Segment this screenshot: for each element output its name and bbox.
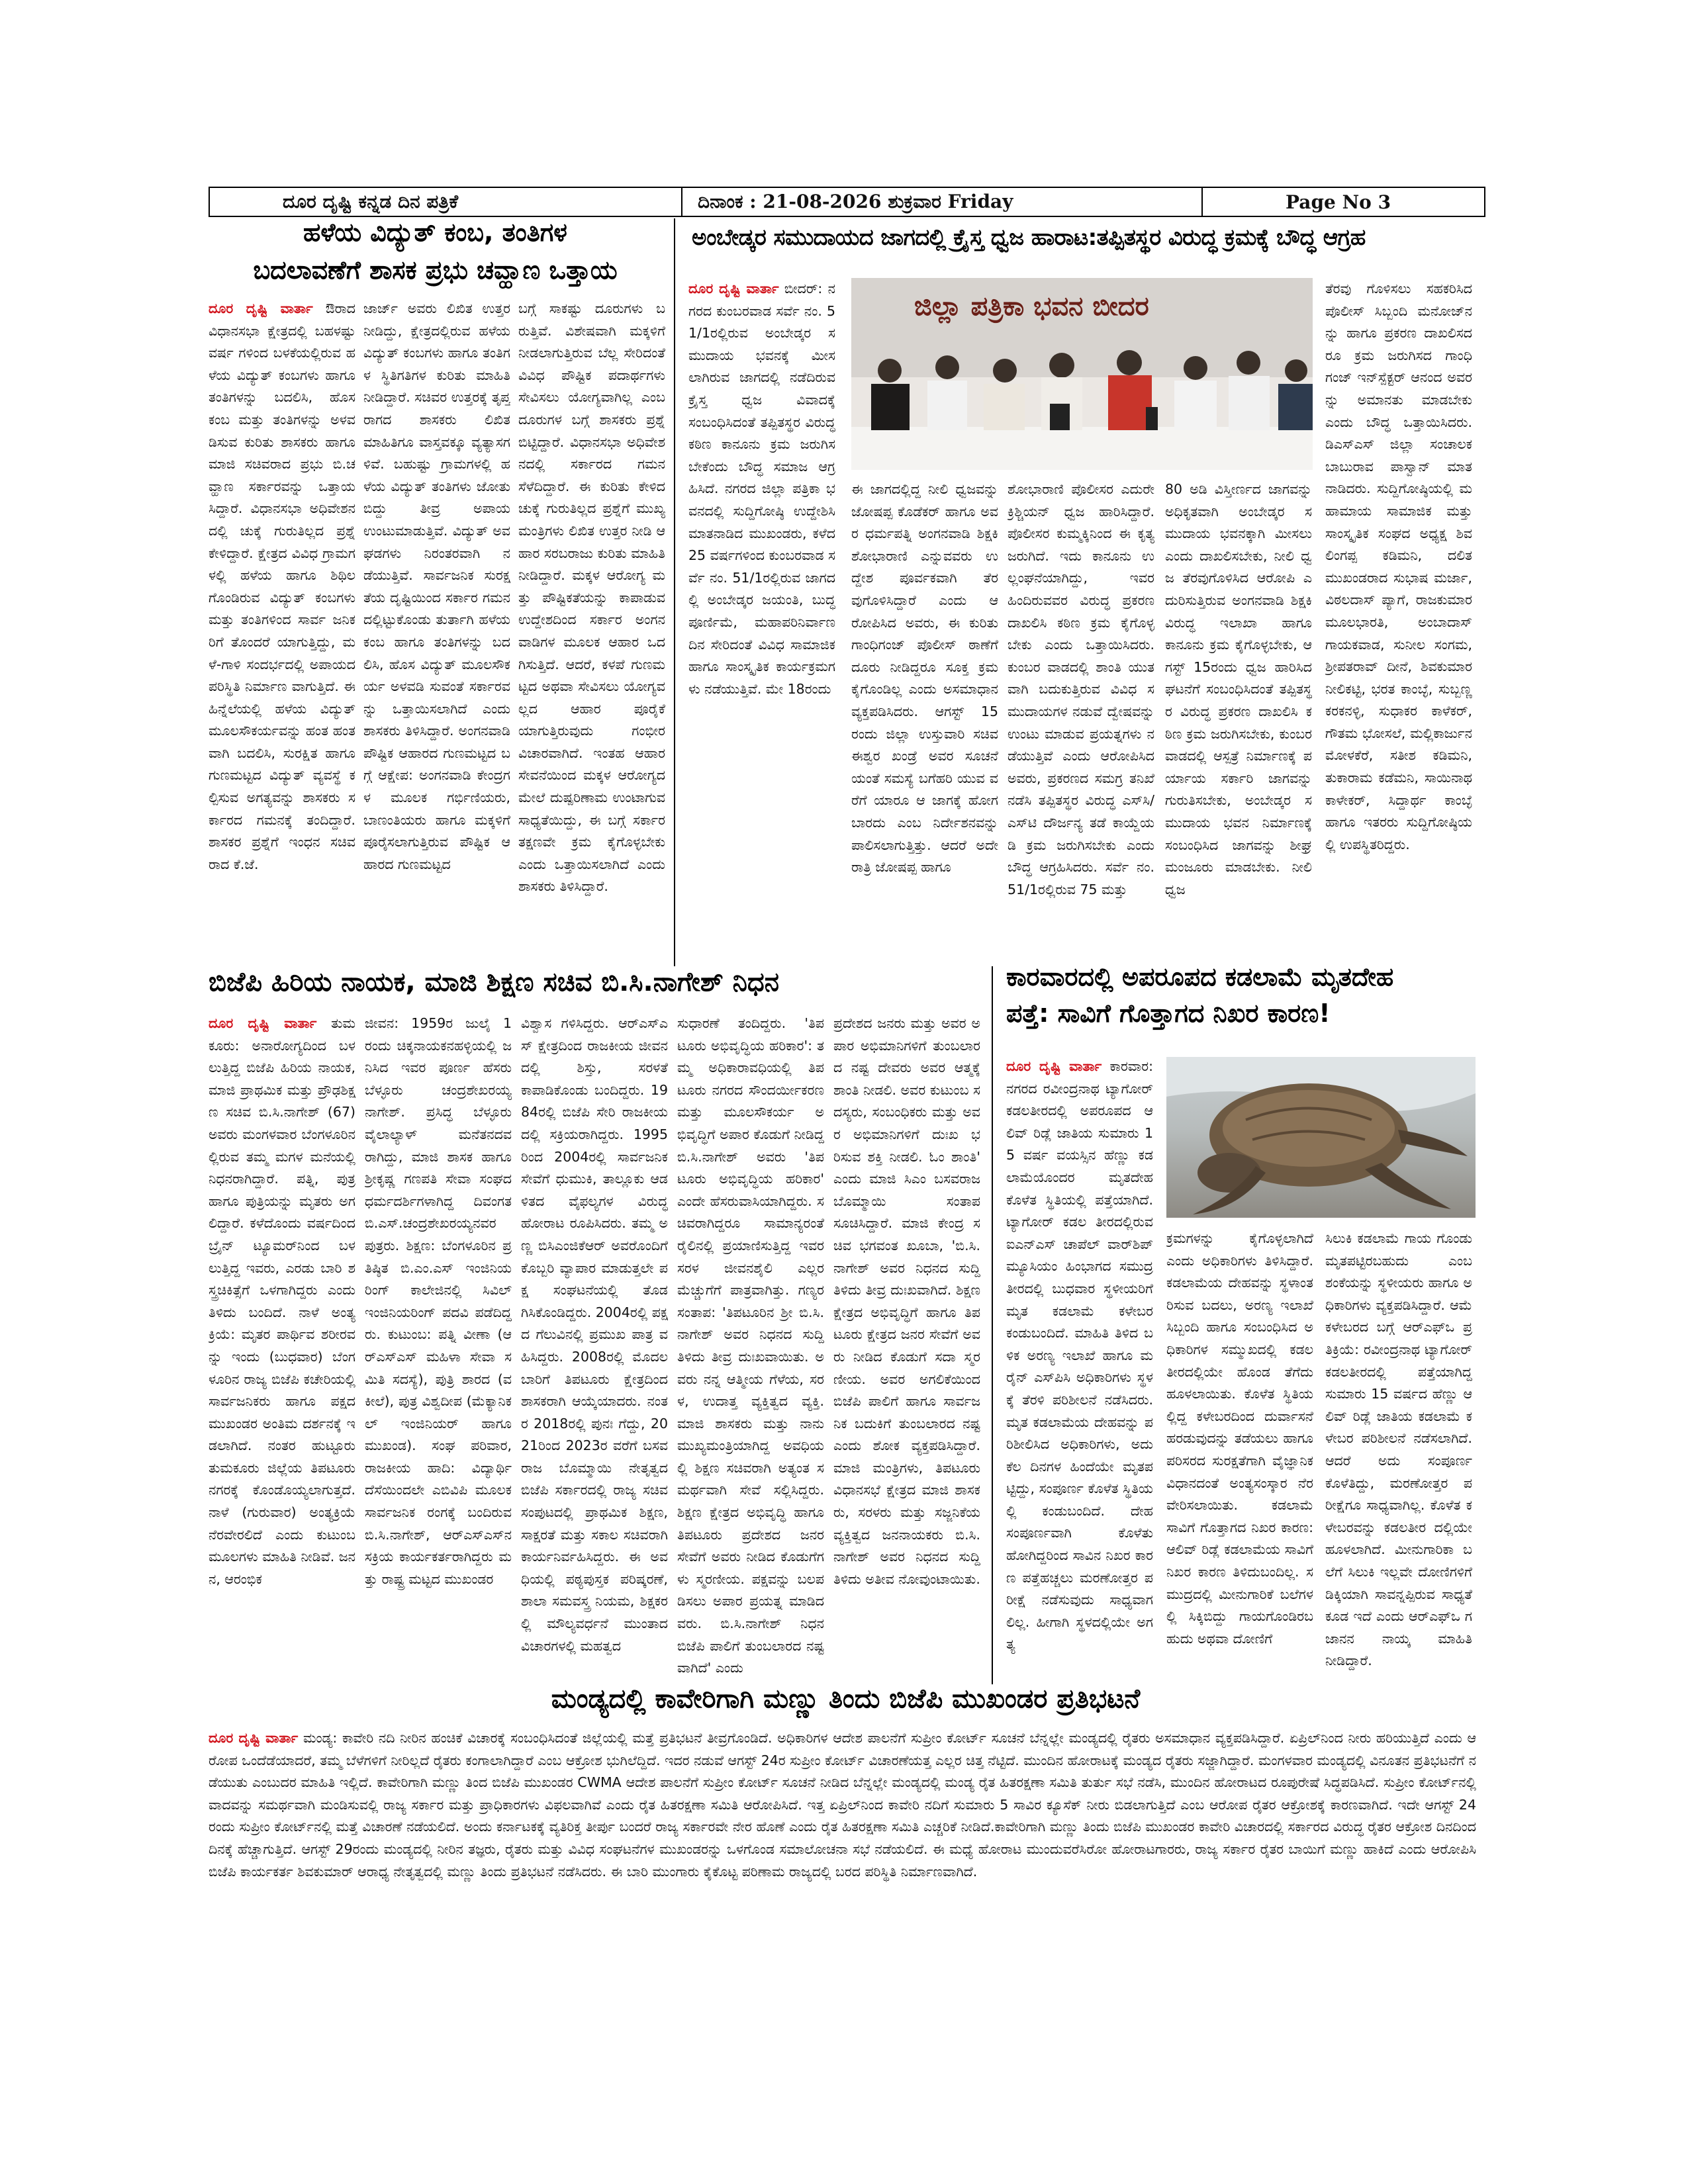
column-rule <box>992 966 993 1684</box>
article3-text: ಪ್ರದೇಶದ ಜನರು ಮತ್ತು ಅವರ ಅಪಾರ ಅಭಿಮಾನಿಗಳಿಗೆ ತುಂಬಲಾರದ ನಷ್ಟ ದೇವರು ಅವರ ಆತ್ಮಕ್ಕೆ ಶಾಂತಿ ನೀಡಲಿ. ಅವರ ಕುಟುಂಬ ಸದಸ್ಯರು, ಸಂಬಂಧಿಕರು ಮತ್ತು ಅವರ ಅಭಿಮಾನಿಗಳಿಗೆ ದುಃಖ ಭರಿಸುವ ಶಕ್ತಿ ನೀಡಲಿ. ಓಂ ಶಾಂತಿ' ಎಂದು ಮಾಜಿ ಸಿಎಂ ಬಸವರಾಜ ಬೊಮ್ಮಾಯಿ ಸಂತಾಪ ಸೂಚಿಸಿದ್ದಾರೆ. ಮಾಜಿ ಕೇಂದ್ರ ಸಚಿವ ಭಗವಂತ ಖೂಬಾ, 'ಬಿ.ಸಿ.ನಾಗೇಶ್ ಅವರ ನಿಧನದ ಸುದ್ದಿ ತಿಳಿದು ತೀವ್ರ ದುಃಖವಾಗಿದೆ. ಶಿಕ್ಷಣ ಕ್ಷೇತ್ರದ ಅಭಿವೃದ್ಧಿಗೆ ಹಾಗೂ ತಿಪಟೂರು ಕ್ಷೇತ್ರದ ಜನರ ಸೇವೆಗೆ ಅವರು ನೀಡಿದ ಕೊಡುಗೆ ಸದಾ ಸ್ಮರಣೀಯ. ಅವರ ಅಗಲಿಕೆಯಿಂದ ಬಿಜೆಪಿ ಪಾಲಿಗೆ ಹಾಗೂ ಸಾರ್ವಜನಿಕ ಬದುಕಿಗೆ ತುಂಬಲಾರದ ನಷ್ಟ ಎಂದು ಶೋಕ ವ್ಯಕ್ತಪಡಿಸಿದ್ದಾರೆ. ಮಾಜಿ ಮಂತ್ರಿಗಳು, ತಿಪಟೂರು ವಿಧಾನಸಭೆ ಕ್ಷೇತ್ರದ ಮಾಜಿ ಶಾಸಕರು, ಸರಳರು ಮತ್ತು ಸಜ್ಜನಿಕೆಯ ವ್ಯಕ್ತಿತ್ವದ ಜನನಾಯಕರು ಬಿ.ಸಿ.ನಾಗೇಶ್ ಅವರ ನಿಧನದ ಸುದ್ದಿ ತಿಳಿದು ಅತೀವ ನೋವುಂಟಾಯಿತು. <box>833 1015 980 1587</box>
press-hall-banner: ಜಿಲ್ಲಾ ಪತ್ರಿಕಾ ಭವನ ಬೀದರ <box>914 291 1149 322</box>
article2-column-5 <box>1325 278 1472 963</box>
article3-column-5 <box>833 1013 980 1681</box>
article3-text: ಜೀವನ: 1959ರ ಜುಲೈ 1ರಂದು ಚಿಕ್ಕನಾಯಕನಹಳ್ಳಿಯಲ್ಲಿ ಜನಿಸಿದ ಇವರ ಪೂರ್ಣ ಹೆಸರು ಬೆಳ್ಳೂರು ಚಂದ್ರಶೇಖರಯ್ಯ ನಾಗೇಶ್. ಪ್ರಸಿದ್ಧ ಬೆಳ್ಳೂರು ವೈಲಾಲ್ಯಾಳ್ ಮನೆತನದವರಾಗಿದ್ದು, ಮಾಜಿ ಶಾಸಕ ಹಾಗೂ ಶ್ರೀಕೃಷ್ಣ ಗಣಪತಿ ಸೇವಾ ಸಂಘದ ಧರ್ಮದರ್ಶಿಗಳಾಗಿದ್ದ ದಿವಂಗತ ಬಿ.ಎಸ್.ಚಂದ್ರಶೇಖರಯ್ಯನವರ ಪುತ್ರರು. ಶಿಕ್ಷಣ: ಬೆಂಗಳೂರಿನ ಪ್ರತಿಷ್ಠಿತ ಬಿ.ಎಂ.ಎಸ್ ಇಂಜಿನಿಯರಿಂಗ್ ಕಾಲೇಜಿನಲ್ಲಿ ಸಿವಿಲ್ ಇಂಜಿನಿಯರಿಂಗ್ ಪದವಿ ಪಡೆದಿದ್ದರು. ಕುಟುಂಬ: ಪತ್ನಿ ವೀಣಾ (ಆರ್‌ಎಸ್‌ಎಸ್ ಮಹಿಳಾ ಸೇವಾ ಸಮಿತಿ ಸದಸ್ಯೆ), ಪುತ್ರಿ ಶಾರದ (ವಕೀಲೆ), ಪುತ್ರ ವಿಶ್ವದೀಪ (ಮೆಕ್ಯಾನಿಕಲ್ ಇಂಜಿನಿಯರ್ ಹಾಗೂ ಮುಖಂಡ). ಸಂಘ ಪರಿವಾರ, ರಾಜಕೀಯ ಹಾದಿ: ವಿದ್ಯಾರ್ಥಿ ದೆಸೆಯಿಂದಲೇ ಎಬಿವಿಪಿ ಮೂಲಕ ಸಾರ್ವಜನಿಕ ರಂಗಕ್ಕೆ ಬಂದಿರುವ ಬಿ.ಸಿ.ನಾಗೇಶ್, ಆರ್‌ಎಸ್‌ಎಸ್‌ನ ಸಕ್ರಿಯ ಕಾರ್ಯಕರ್ತರಾಗಿದ್ದರು ಮತ್ತು ರಾಷ್ಟ್ರ ಮಟ್ಟದ ಮುಖಂಡರ <box>365 1015 512 1587</box>
article3-text: ಸುಧಾರಣೆ ತಂದಿದ್ದರು. 'ತಿಪಟೂರು ಅಭಿವೃದ್ಧಿಯ ಹರಿಕಾರ': ತಮ್ಮ ಅಧಿಕಾರಾವಧಿಯಲ್ಲಿ ತಿಪಟೂರು ನಗರದ ಸೌಂದರ್ಯೀಕರಣ ಮತ್ತು ಮೂಲಸೌಕರ್ಯ ಅಭಿವೃದ್ಧಿಗೆ ಅಪಾರ ಕೊಡುಗೆ ನೀಡಿದ್ದ ಬಿ.ಸಿ.ನಾಗೇಶ್ ಅವರು 'ತಿಪಟೂರು ಅಭಿವೃದ್ಧಿಯ ಹರಿಕಾರ' ಎಂದೇ ಹೆಸರುವಾಸಿಯಾಗಿದ್ದರು. ಸಚಿವರಾಗಿದ್ದರೂ ಸಾಮಾನ್ಯರಂತೆ ರೈಲಿನಲ್ಲಿ ಪ್ರಯಾಣಿಸುತ್ತಿದ್ದ ಇವರ ಸರಳ ಜೀವನಶೈಲಿ ಎಲ್ಲರ ಮೆಚ್ಚುಗೆಗೆ ಪಾತ್ರವಾಗಿತ್ತು. ಗಣ್ಯರ ಸಂತಾಪ: 'ತಿಪಟೂರಿನ ಶ್ರೀ ಬಿ.ಸಿ.ನಾಗೇಶ್ ಅವರ ನಿಧನದ ಸುದ್ದಿ ತಿಳಿದು ತೀವ್ರ ದುಃಖವಾಯಿತು. ಅವರು ನನ್ನ ಆತ್ಮೀಯ ಗೆಳೆಯ, ಸರಳ, ಉದಾತ್ತ ವ್ಯಕ್ತಿತ್ವದ ವ್ಯಕ್ತಿ. ಮಾಜಿ ಶಾಸಕರು ಮತ್ತು ನಾನು ಮುಖ್ಯಮಂತ್ರಿಯಾಗಿದ್ದ ಅವಧಿಯಲ್ಲಿ ಶಿಕ್ಷಣ ಸಚಿವರಾಗಿ ಅತ್ಯಂತ ಸಮರ್ಥವಾಗಿ ಸೇವೆ ಸಲ್ಲಿಸಿದ್ದರು. ಶಿಕ್ಷಣ ಕ್ಷೇತ್ರದ ಅಭಿವೃದ್ಧಿ ಹಾಗೂ ತಿಪಟೂರು ಪ್ರದೇಶದ ಜನರ ಸೇವೆಗೆ ಅವರು ನೀಡಿದ ಕೊಡುಗೆಗಳು ಸ್ಮರಣೀಯ. ಪಕ್ಷವನ್ನು ಬಲಪಡಿಸಲು ಅಪಾರ ಪ್ರಯತ್ನ ಮಾಡಿದವರು. ಬಿ.ಸಿ.ನಾಗೇಶ್ ನಿಧನ ಬಿಜೆಪಿ ಪಾಲಿಗೆ ತುಂಬಲಾರದ ನಷ್ಟವಾಗಿದೆ' ಎಂದು <box>677 1015 824 1676</box>
masthead-divider <box>681 188 682 216</box>
article1-text: ಜಾರ್ಜ್ ಅವರು ಲಿಖಿತ ಉತ್ತರ ನೀಡಿದ್ದು, ಕ್ಷೇತ್ರದಲ್ಲಿರುವ ಹಳೆಯ ವಿದ್ಯುತ್ ಕಂಬಗಳು ಹಾಗೂ ತಂತಿಗಳ ಸ್ಥಿತಿಗತಿಗಳ ಕುರಿತು ಮಾಹಿತಿ ನೀಡಿದ್ದಾರೆ. ಸಚಿವರ ಉತ್ತರಕ್ಕೆ ತೃಪ್ತರಾಗದ ಶಾಸಕರು ಲಿಖಿತ ಮಾಹಿತಿಗೂ ವಾಸ್ತವಕ್ಕೂ ವ್ಯತ್ಯಾಸಗಳಿವೆ. ಬಹುಷ್ಟು ಗ್ರಾಮಗಳಲ್ಲಿ ಹಳೆಯ ವಿದ್ಯುತ್ ತಂತಿಗಳು ಜೋತು ಬಿದ್ದು ತೀವ್ರ ಅಪಾಯ ಉಂಟುಮಾಡುತ್ತಿವೆ. ವಿದ್ಯುತ್ ಅವಘಡಗಳು ನಿರಂತರವಾಗಿ ನಡೆಯುತ್ತಿವೆ. ಸಾರ್ವಜನಿಕ ಸುರಕ್ಷತೆಯ ದೃಷ್ಟಿಯಿಂದ ಸರ್ಕಾರ ಗಮನದಲ್ಲಿಟ್ಟುಕೊಂಡು ತುರ್ತಾಗಿ ಹಳೆಯ ಕಂಬ ಹಾಗೂ ತಂತಿಗಳನ್ನು ಬದಲಿಸಿ, ಹೊಸ ವಿದ್ಯುತ್ ಮೂಲಸೌಕರ್ಯ ಅಳವಡಿ ಸುವಂತೆ ಸರ್ಕಾರವನ್ನು ಒತ್ತಾಯಿಸಲಾಗಿದೆ ಎಂದು ಶಾಸಕರು ತಿಳಿಸಿದ್ದಾರೆ. ಅಂಗನವಾಡಿ ಪೌಷ್ಟಿಕ ಆಹಾರದ ಗುಣಮಟ್ಟದ ಬಗ್ಗೆ ಆಕ್ಷೇಪ: ಅಂಗನವಾಡಿ ಕೇಂದ್ರಗಳ ಮೂಲಕ ಗರ್ಭಿಣಿಯರು, ಬಾಣಂತಿಯರು ಹಾಗೂ ಮಕ್ಕಳಿಗೆ ಪೂರೈಸಲಾಗುತ್ತಿರುವ ಪೌಷ್ಟಿಕ ಆಹಾರದ ಗುಣಮಟ್ಟದ <box>363 300 510 872</box>
byline: ದೂರ ದೃಷ್ಟಿ ವಾರ್ತಾ <box>688 281 779 296</box>
article3-headline: ಬಿಜೆಪಿ ಹಿರಿಯ ನಾಯಕ, ಮಾಜಿ ಶಿಕ್ಷಣ ಸಚಿವ ಬಿ.ಸಿ.ನಾಗೇಶ್ ನಿಧನ <box>209 967 779 997</box>
paper-name: ದೂರ ದೃಷ್ಟಿ ಕನ್ನಡ ದಿನ ಪತ್ರಿಕೆ <box>283 191 459 212</box>
article2-text: ಶೋಭಾರಾಣಿ ಪೊಲೀಸರ ಎದುರೇ ಕ್ರಿಶ್ಚಿಯನ್ ಧ್ವಜ ಹಾರಿಸಿದ್ದಾರೆ. ಪೊಲೀಸರ ಕುಮ್ಮಕ್ಕಿನಿಂದ ಈ ಕೃತ್ಯ ಜರುಗಿದೆ. ಇದು ಕಾನೂನು ಉಲ್ಲಂಘನೆಯಾಗಿದ್ದು, ಇವರ ಹಿಂದಿರುವವರ ವಿರುದ್ಧ ಪ್ರಕರಣ ದಾಖಲಿಸಿ ಕಠಿಣ ಕ್ರಮ ಕೈಗೊಳ್ಳಬೇಕು ಎಂದು ಒತ್ತಾಯಿಸಿದರು. ಕುಂಬರ ವಾಡದಲ್ಲಿ ಶಾಂತಿ ಯುತವಾಗಿ ಬದುಕುತ್ತಿರುವ ವಿವಿಧ ಸಮುದಾಯಗಳ ನಡುವೆ ದ್ವೇಷವನ್ನು ಉಂಟು ಮಾಡುವ ಪ್ರಯತ್ನಗಳು ನಡೆಯುತ್ತಿವೆ ಎಂದು ಆರೋಪಿಸಿದ ಅವರು, ಪ್ರಕರಣದ ಸಮಗ್ರ ತನಿಖೆ ನಡೆಸಿ ತಪ್ಪಿತಸ್ಥರ ವಿರುದ್ಧ ಎಸ್‌ಸಿ/ಎಸ್‌ಟಿ ದೌರ್ಜನ್ಯ ತಡೆ ಕಾಯ್ದೆಯಡಿ ಕ್ರಮ ಜರುಗಿಸಬೇಕು ಎಂದು ಬೌದ್ಧ ಆಗ್ರಹಿಸಿದರು. ಸರ್ವೆ ನಂ. 51/1ರಲ್ಲಿರುವ 75 ಮತ್ತು <box>1008 481 1154 897</box>
article4-headline-line1: ಕಾರವಾರದಲ್ಲಿ ಅಪರೂಪದ ಕಡಲಾಮೆ ಮೃತದೇಹ <box>1006 962 1394 991</box>
page-number: Page No 3 <box>1286 191 1391 213</box>
article3-text: ವಿಶ್ವಾಸ ಗಳಿಸಿದ್ದರು. ಆರ್‌ಎಸ್‌ಎಸ್ ಕ್ಷೇತ್ರದಿಂದ ರಾಜಕೀಯ ಜೀವನದಲ್ಲಿ ಶಿಸ್ತು, ಸರಳತೆ ಕಾಪಾಡಿಕೊಂಡು ಬಂದಿದ್ದರು. 1984ರಲ್ಲಿ ಬಿಜೆಪಿ ಸೇರಿ ರಾಜಕೀಯದಲ್ಲಿ ಸಕ್ರಿಯರಾಗಿದ್ದರು. 1995ರಿಂದ 2004ರಲ್ಲಿ ಸಾರ್ವಜನಿಕ ಸೇವೆಗೆ ಧುಮುಕಿ, ತಾಲ್ಲೂಕು ಆಡಳಿತದ ವೈಫಲ್ಯಗಳ ವಿರುದ್ಧ ಹೋರಾಟ ರೂಪಿಸಿದರು. ತಮ್ಮ ಅಣ್ಣ ಬಿಸಿಎಂಜಿಕೆಆರ್ ಅವರೊಂದಿಗೆ ಕೊಬ್ಬರಿ ವ್ಯಾಪಾರ ಮಾಡುತ್ತಲೇ ಪಕ್ಷ ಸಂಘಟನೆಯಲ್ಲಿ ತೊಡಗಿಸಿಕೊಂಡಿದ್ದರು. 2004ರಲ್ಲಿ ಪಕ್ಷದ ಗೆಲುವಿನಲ್ಲಿ ಪ್ರಮುಖ ಪಾತ್ರ ವಹಿಸಿದ್ದರು. 2008ರಲ್ಲಿ ಮೊದಲ ಬಾರಿಗೆ ತಿಪಟೂರು ಕ್ಷೇತ್ರದಿಂದ ಶಾಸಕರಾಗಿ ಆಯ್ಕೆಯಾದರು. ನಂತರ 2018ರಲ್ಲಿ ಪುನಃ ಗೆದ್ದು, 2021ರಿಂದ 2023ರ ವರೆಗೆ ಬಸವರಾಜ ಬೊಮ್ಮಾಯಿ ನೇತೃತ್ವದ ಬಿಜೆಪಿ ಸರ್ಕಾರದಲ್ಲಿ ರಾಜ್ಯ ಸಚಿವ ಸಂಪುಟದಲ್ಲಿ ಪ್ರಾಥಮಿಕ ಶಿಕ್ಷಣ, ಸಾಕ್ಷರತೆ ಮತ್ತು ಸಕಾಲ ಸಚಿವರಾಗಿ ಕಾರ್ಯನಿರ್ವಹಿಸಿದ್ದರು. ಈ ಅವಧಿಯಲ್ಲಿ ಪಠ್ಯಪುಸ್ತಕ ಪರಿಷ್ಕರಣೆ, ಶಾಲಾ ಸಮವಸ್ತ್ರ ನಿಯಮ, ಶಿಕ್ಷಕರಲ್ಲಿ ಮೌಲ್ಯವರ್ಧನೆ ಮುಂತಾದ ವಿಚಾರಗಳಲ್ಲಿ ಮಹತ್ವದ <box>521 1015 668 1654</box>
article4-text: ಕ್ರಮಗಳನ್ನು ಕೈಗೊಳ್ಳಲಾಗಿದೆ ಎಂದು ಅಧಿಕಾರಿಗಳು ತಿಳಿಸಿದ್ದಾರೆ. ಕಡಲಾಮೆಯ ದೇಹವನ್ನು ಸ್ಥಳಾಂತರಿಸುವ ಬದಲು, ಅರಣ್ಯ ಇಲಾಖೆ ಸಿಬ್ಬಂದಿ ಹಾಗೂ ಸಂಬಂಧಿಸಿದ ಅಧಿಕಾರಿಗಳ ಸಮ್ಮುಖದಲ್ಲಿ ಕಡಲ ತೀರದಲ್ಲಿಯೇ ಹೊಂಡ ತೆಗೆದು ಹೂಳಲಾಯಿತು. ಕೊಳೆತ ಸ್ಥಿತಿಯಲ್ಲಿದ್ದ ಕಳೇಬರದಿಂದ ದುರ್ವಾಸನೆ ಹರಡುವುದನ್ನು ತಡೆಯಲು ಹಾಗೂ ಪರಿಸರದ ಸುರಕ್ಷತೆಗಾಗಿ ವೈಜ್ಞಾನಿಕ ವಿಧಾನದಂತೆ ಅಂತ್ಯಸಂಸ್ಕಾರ ನೆರವೇರಿಸಲಾಯಿತು. ಕಡಲಾಮೆ ಸಾವಿಗೆ ಗೊತ್ತಾಗದ ನಿಖರ ಕಾರಣ: ಆಲಿವ್ ರಿಡ್ಲೆ ಕಡಲಾಮೆಯ ಸಾವಿಗೆ ನಿಖರ ಕಾರಣ ತಿಳಿದುಬಂದಿಲ್ಲ. ಸಮುದ್ರದಲ್ಲಿ ಮೀನುಗಾರಿಕೆ ಬಲೆಗಳಲ್ಲಿ ಸಿಕ್ಕಿಬಿದ್ದು ಗಾಯಗೊಂಡಿರಬಹುದು ಅಥವಾ ದೋಣಿಗೆ <box>1166 1230 1313 1647</box>
article2-column-3 <box>1008 478 1154 963</box>
article4-text: ಕಾರವಾರ: ನಗರದ ರವೀಂದ್ರನಾಥ ಟ್ಯಾಗೋರ್ ಕಡಲತೀರದಲ್ಲಿ ಅಪರೂಪದ ಆಲಿವ್ ರಿಡ್ಲೆ ಜಾತಿಯ ಸುಮಾರು 15 ವರ್ಷ ವಯಸ್ಸಿನ ಹೆಣ್ಣು ಕಡಲಾಮೆಯೊಂದರ ಮೃತದೇಹ ಕೊಳೆತ ಸ್ಥಿತಿಯಲ್ಲಿ ಪತ್ತೆಯಾಗಿದೆ. ಟ್ಯಾಗೋರ್ ಕಡಲ ತೀರದಲ್ಲಿರುವ ಐಎನ್‌ಎಸ್ ಚಾಪೆಲ್ ವಾರ್‌ಶಿಪ್ ಮ್ಯೂಸಿಯಂ ಹಿಂಭಾಗದ ಸಮುದ್ರತೀರದಲ್ಲಿ ಬುಧವಾರ ಸ್ಥಳೀಯರಿಗೆ ಮೃತ ಕಡಲಾಮೆ ಕಳೇಬರ ಕಂಡುಬಂದಿದೆ. ಮಾಹಿತಿ ತಿಳಿದ ಬಳಿಕ ಅರಣ್ಯ ಇಲಾಖೆ ಹಾಗೂ ಮರೈನ್ ಎಸ್‌ಪಿಸಿ ಅಧಿಕಾರಿಗಳು ಸ್ಥಳಕ್ಕೆ ತೆರಳಿ ಪರಿಶೀಲನೆ ನಡೆಸಿದರು. ಮೃತ ಕಡಲಾಮೆಯ ದೇಹವನ್ನು ಪರಿಶೀಲಿಸಿದ ಅಧಿಕಾರಿಗಳು, ಅದು ಕೆಲ ದಿನಗಳ ಹಿಂದೆಯೇ ಮೃತಪಟ್ಟಿದ್ದು, ಸಂಪೂರ್ಣ ಕೊಳೆತ ಸ್ಥಿತಿಯಲ್ಲಿ ಕಂಡುಬಂದಿದೆ. ದೇಹ ಸಂಪೂರ್ಣವಾಗಿ ಕೊಳೆತು ಹೋಗಿದ್ದರಿಂದ ಸಾವಿನ ನಿಖರ ಕಾರಣ ಪತ್ತೆಹಚ್ಚಲು ಮರಣೋತ್ತರ ಪರೀಕ್ಷೆ ನಡೆಸುವುದು ಸಾಧ್ಯವಾಗಲಿಲ್ಲ. ಹೀಗಾಗಿ ಸ್ಥಳದಲ್ಲಿಯೇ ಅಗತ್ಯ <box>1006 1058 1153 1653</box>
article3-column-1 <box>209 1013 355 1681</box>
article4-column-1 <box>1006 1056 1153 1681</box>
article4-column-3 <box>1325 1228 1472 1681</box>
article5-headline: ಮಂಡ್ಯದಲ್ಲಿ ಕಾವೇರಿಗಾಗಿ ಮಣ್ಣು ತಿಂದು ಬಿಜೆಪಿ ಮುಖಂಡರ ಪ್ರತಿಭಟನೆ <box>551 1684 1141 1714</box>
byline: ದೂರ ದೃಷ್ಟಿ ವಾರ್ತಾ <box>209 1015 317 1031</box>
article2-text: ತೆರವು ಗೊಳಿಸಲು ಸಹಕರಿಸಿದ ಪೊಲೀಸ್ ಸಿಬ್ಬಂದಿ ಮನೋಜ್‌ನನ್ನು ಹಾಗೂ ಪ್ರಕರಣ ದಾಖಲಿಸದರೂ ಕ್ರಮ ಜರುಗಿಸದ ಗಾಂಧಿ ಗಂಜ್ ಇನ್‌ಸ್ಪೆಕ್ಟರ್ ಆನಂದ ಅವರನ್ನು ಅಮಾನತು ಮಾಡಬೇಕು ಎಂದು ಬೌದ್ಧ ಒತ್ತಾಯಿಸಿದರು. ಡಿಎಸ್‌ಎಸ್ ಜಿಲ್ಲಾ ಸಂಚಾಲಕ ಬಾಬುರಾವ ಪಾಸ್ವಾನ್ ಮಾತನಾಡಿದರು. ಸುದ್ದಿಗೋಷ್ಠಿಯಲ್ಲಿ ಮಹಾಮಾಯ ಸಾಮಾಜಿಕ ಮತ್ತು ಸಾಂಸ್ಕೃತಿಕ ಸಂಘದ ಅಧ್ಯಕ್ಷ ಶಿವಲಿಂಗಪ್ಪ ಕಡಿಮನಿ, ದಲಿತ ಮುಖಂಡರಾದ ಸುಭಾಷ ಮರ್ಜಾ, ವಿಠಲದಾಸ್ ಪ್ಯಾಗೆ, ರಾಜಕುಮಾರ ಮೂಲಭಾರತಿ, ಅಂಬಾದಾಸ್ ಗಾಯಕವಾಡ, ಸುನೀಲ ಸಂಗಮ, ಶ್ರೀಪತರಾವ್ ದೀನೆ, ಶಿವಕುಮಾರ ನೀಲಿಕಟ್ಟಿ, ಭರತ ಕಾಂಬ್ಳೆ, ಸುಬ್ಬಣ್ಣ ಕರಕನಳ್ಳಿ, ಸುಧಾಕರ ಕಾಳೆಕರ್, ಗೌತಮ ಭೋಸಲೆ, ಮಲ್ಲಿಕಾರ್ಜುನ ಮೋಳಕೆರೆ, ಸತೀಶ ಕಡಿಮನಿ, ತುಕಾರಾಮ ಕಡೆಮನಿ, ಸಾಯಿನಾಥ ಕಾಳೇಕರ್, ಸಿದ್ದಾರ್ಥ ಕಾಂಬ್ಳೆ ಹಾಗೂ ಇತರರು ಸುದ್ದಿಗೋಷ್ಠಿಯಲ್ಲಿ ಉಪಸ್ಥಿತರಿದ್ದರು. <box>1325 281 1472 852</box>
article2-text: ಬೀದರ್: ನಗರದ ಕುಂಬರವಾಡ ಸರ್ವೆ ನಂ. 51/1ರಲ್ಲಿರುವ ಅಂಬೇಡ್ಕರ ಸಮುದಾಯ ಭವನಕ್ಕೆ ಮೀಸಲಾಗಿರುವ ಜಾಗದಲ್ಲಿ ನಡೆದಿರುವ ಕ್ರೈಸ್ತ ಧ್ವಜ ವಿವಾದಕ್ಕೆ ಸಂಬಂಧಿಸಿದಂತೆ ತಪ್ಪಿತಸ್ಥರ ವಿರುದ್ಧ ಕಠಿಣ ಕಾನೂನು ಕ್ರಮ ಜರುಗಿಸ ಬೇಕೆಂದು ಬೌದ್ಧ ಸಮಾಜ ಆಗ್ರಹಿಸಿದೆ. ನಗರದ ಜಿಲ್ಲಾ ಪತ್ರಿಕಾ ಭವನದಲ್ಲಿ ಸುದ್ದಿಗೋಷ್ಠಿ ಉದ್ದೇಶಿಸಿ ಮಾತನಾಡಿದ ಮುಖಂಡರು, ಕಳೆದ 25 ವರ್ಷಗಳಿಂದ ಕುಂಬರವಾಡ ಸರ್ವೆ ನಂ. 51/1ರಲ್ಲಿರುವ ಜಾಗದಲ್ಲಿ ಅಂಬೇಡ್ಕರ ಜಯಂತಿ, ಬುದ್ಧ ಪೂರ್ಣಿಮೆ, ಮಹಾಪರಿನಿರ್ವಾಣ ದಿನ ಸೇರಿದಂತೆ ವಿವಿಧ ಸಾಮಾಜಿಕ ಹಾಗೂ ಸಾಂಸ್ಕೃತಿಕ ಕಾರ್ಯಕ್ರಮಗಳು ನಡೆಯುತ್ತಿವೆ. ಮೇ 18ರಂದು <box>688 281 835 697</box>
article4-headline <box>1006 963 1483 1027</box>
byline: ದೂರ ದೃಷ್ಟಿ ವಾರ್ತಾ <box>1006 1058 1102 1074</box>
article4-column-2 <box>1166 1228 1313 1681</box>
column-rule <box>674 218 675 966</box>
issue-date: ದಿನಾಂಕ : 21-08-2026 ಶುಕ್ರವಾರ Friday <box>698 191 1013 212</box>
article4-text: ಸಿಲುಕಿ ಕಡಲಾಮೆ ಗಾಯ ಗೊಂಡು ಮೃತಪಟ್ಟಿರಬಹುದು ಎಂಬ ಶಂಕೆಯನ್ನು ಸ್ಥಳೀಯರು ಹಾಗೂ ಅಧಿಕಾರಿಗಳು ವ್ಯಕ್ತಪಡಿಸಿದ್ದಾರೆ. ಆಮೆ ಕಳೇಬರದ ಬಗ್ಗೆ ಆರ್‌ಎಫ್‌ಒ ಪ್ರತಿಕ್ರಿಯೆ: ರವೀಂದ್ರನಾಥ ಟ್ಯಾಗೋರ್ ಕಡಲತೀರದಲ್ಲಿ ಪತ್ತೆಯಾಗಿದ್ದ ಸುಮಾರು 15 ವರ್ಷದ ಹೆಣ್ಣು ಆಲಿವ್ ರಿಡ್ಲೆ ಜಾತಿಯ ಕಡಲಾಮೆ ಕಳೇಬರ ಪರಿಶೀಲನೆ ನಡೆಸಲಾಗಿದೆ. ಆದರೆ ಅದು ಸಂಪೂರ್ಣ ಕೊಳೆತಿದ್ದು, ಮರಣೋತ್ತರ ಪರೀಕ್ಷೆಗೂ ಸಾಧ್ಯವಾಗಿಲ್ಲ. ಕೊಳೆತ ಕಳೇಬರವನ್ನು ಕಡಲತೀರ ದಲ್ಲಿಯೇ ಹೂಳಲಾಗಿದೆ. ಮೀನುಗಾರಿಕಾ ಬಲೆಗೆ ಸಿಲುಕಿ ಇಲ್ಲವೇ ದೋಣಿಗಳಿಗೆ ಡಿಕ್ಕಿಯಾಗಿ ಸಾವನ್ನಪ್ಪಿರುವ ಸಾಧ್ಯತೆ ಕೂಡ ಇದೆ ಎಂದು ಆರ್‌ಎಫ್‌ಒ ಗಜಾನನ ನಾಯ್ಕ ಮಾಹಿತಿ ನೀಡಿದ್ದಾರೆ. <box>1325 1230 1472 1669</box>
press-conference-photo <box>851 278 1313 470</box>
article1-headline-line1: ಹಳೆಯ ವಿದ್ಯುತ್ ಕಂಬ, ತಂತಿಗಳ <box>303 218 567 247</box>
article1-headline-line2: ಬದಲಾವಣೆಗೆ ಶಾಸಕ ಪ್ರಭು ಚವ್ಹಾಣ ಒತ್ತಾಯ <box>253 255 618 285</box>
byline: ದೂರ ದೃಷ್ಟಿ ವಾರ್ತಾ <box>209 300 313 316</box>
article5-text: ಮಂಡ್ಯ: ಕಾವೇರಿ ನದಿ ನೀರಿನ ಹಂಚಿಕೆ ವಿಚಾರಕ್ಕೆ ಸಂಬಂಧಿಸಿದಂತೆ ಜಿಲ್ಲೆಯಲ್ಲಿ ಮತ್ತೆ ಪ್ರತಿಭಟನೆ ತೀವ್ರಗೊಂಡಿದೆ. ಅಧಿಕಾರಿಗಳ ಆದೇಶ ಪಾಲನೆಗೆ ಸುಪ್ರೀಂ ಕೋರ್ಟ್ ಸೂಚನೆ ಬೆನ್ನಲ್ಲೇ ಮಂಡ್ಯದಲ್ಲಿ ರೈತರು ಅಸಮಾಧಾನ ವ್ಯಕ್ತಪಡಿಸಿದ್ದಾರೆ. ಏಪ್ರಿಲ್‌ನಿಂದ ನೀರು ಹರಿಯುತ್ತಿದೆ ಎಂದು ಆರೋಪ ಒಂದೆಡೆಯಾದರೆ, ತಮ್ಮ ಬೆಳೆಗಳಿಗೆ ನೀರಿಲ್ಲದೆ ರೈತರು ಕಂಗಾಲಾಗಿದ್ದಾರೆ ಎಂಬ ಆಕ್ರೋಶ ಭುಗಿಲೆದ್ದಿದೆ. ಇದರ ನಡುವೆ ಆಗಸ್ಟ್ 24ರ ಸುಪ್ರೀಂ ಕೋರ್ಟ್ ವಿಚಾರಣೆಯತ್ತ ಎಲ್ಲರ ಚಿತ್ತ ನೆಟ್ಟಿದೆ. ಮುಂದಿನ ಹೋರಾಟಕ್ಕೆ ಮಂಡ್ಯದ ರೈತರು ಸಜ್ಜಾಗಿದ್ದಾರೆ. ಮಂಗಳವಾರ ಮಂಡ್ಯದಲ್ಲಿ ವಿನೂತನ ಪ್ರತಿಭಟನೆಗೆ ನಡೆಯುತು ಎಂಬುದರ ಮಾಹಿತಿ ಇಲ್ಲಿದೆ. ಕಾವೇರಿಗಾಗಿ ಮಣ್ಣು ತಿಂದ ಬಿಜೆಪಿ ಮುಖಂಡರ CWMA ಆದೇಶ ಪಾಲನೆಗೆ ಸುಪ್ರೀಂ ಕೋರ್ಟ್ ಸೂಚನೆ ನೀಡಿದ ಬೆನ್ನಲ್ಲೇ ಮಂಡ್ಯದಲ್ಲಿ ಮಂಡ್ಯ ರೈತ ಹಿತರಕ್ಷಣಾ ಸಮಿತಿ ತುರ್ತು ಸಭೆ ನಡೆಸಿ, ಮುಂದಿನ ಹೋರಾಟದ ರೂಪುರೇಷೆ ಸಿದ್ಧಪಡಿಸಿದೆ. ಸುಪ್ರೀಂ ಕೋರ್ಟ್‌ನಲ್ಲಿ ವಾದವನ್ನು ಸಮರ್ಥವಾಗಿ ಮಂಡಿಸುವಲ್ಲಿ ರಾಜ್ಯ ಸರ್ಕಾರ ಮತ್ತು ಪ್ರಾಧಿಕಾರಗಳು ವಿಫಲವಾಗಿವೆ ಎಂದು ರೈತ ಹಿತರಕ್ಷಣಾ ಸಮಿತಿ ಆರೋಪಿಸಿದೆ. ಇತ್ತ ಏಪ್ರಿಲ್‌ನಿಂದ ಕಾವೇರಿ ನದಿಗೆ ಸುಮಾರು 5 ಸಾವಿರ ಕ್ಯೂಸೆಕ್ ನೀರು ಬಿಡಲಾಗುತ್ತಿದೆ ಎಂಬ ಆರೋಪ ರೈತರ ಆಕ್ರೋಶಕ್ಕೆ ಕಾರಣವಾಗಿದೆ. ಇದೇ ಆಗಸ್ಟ್ 24ರಂದು ಸುಪ್ರೀಂ ಕೋರ್ಟ್‌ನಲ್ಲಿ ಮತ್ತೆ ವಿಚಾರಣೆ ನಡೆಯಲಿದೆ. ಅಂದು ಕರ್ನಾಟಕಕ್ಕೆ ವ್ಯತಿರಿಕ್ತ ತೀರ್ಪು ಬಂದರೆ ರಾಜ್ಯ ಸರ್ಕಾರವೇ ನೇರ ಹೊಣೆ ಎಂದು ರೈತ ಹಿತರಕ್ಷಣಾ ಸಮಿತಿ ಎಚ್ಚರಿಕೆ ನೀಡಿದೆ.ಕಾವೇರಿಗಾಗಿ ಮಣ್ಣು ತಿಂದು ಬಿಜೆಪಿ ಮುಖಂಡರ ಕಾವೇರಿ ವಿಚಾರದಲ್ಲಿ ಸರ್ಕಾರದ ವಿರುದ್ಧ ರೈತರ ಆಕ್ರೋಶ ದಿನದಿಂದ ದಿನಕ್ಕೆ ಹೆಚ್ಚಾಗುತ್ತಿದೆ. ಆಗಸ್ಟ್ 29ರಂದು ಮಂಡ್ಯದಲ್ಲಿ ನೀರಿನ ತಜ್ಞರು, ರೈತರು ಮತ್ತು ವಿವಿಧ ಸಂಘಟನೆಗಳ ಮುಖಂಡರನ್ನು ಒಳಗೊಂಡ ಸಮಾಲೋಚನಾ ಸಭೆ ನಡೆಯಲಿದೆ. ಈ ಮಧ್ಯೆ ಹೋರಾಟ ಮುಂದುವರೆಸಿರೋ ಹೋರಾಟಗಾರರು, ರಾಜ್ಯ ಸರ್ಕಾರ ರೈತರ ಬಾಯಿಗೆ ಮಣ್ಣು ಹಾಕಿದೆ ಎಂದು ಆರೋಪಿಸಿ ಬಿಜೆಪಿ ಕಾರ್ಯಕರ್ತ ಶಿವಕುಮಾರ್ ಆರಾಧ್ಯ ನೇತೃತ್ವದಲ್ಲಿ ಮಣ್ಣು ತಿಂದು ಪ್ರತಿಭಟನೆ ನಡೆಸಿದರು. ಈ ಬಾರಿ ಮುಂಗಾರು ಕೈಕೊಟ್ಟ ಪರಿಣಾಮ ರಾಜ್ಯದಲ್ಲಿ ಬರದ ಪರಿಸ್ಥಿತಿ ನಿರ್ಮಾಣವಾಗಿದೆ. <box>209 1730 1476 1880</box>
article2-text: ಈ ಜಾಗದಲ್ಲಿದ್ದ ನೀಲಿ ಧ್ವಜವನ್ನು ಜೋಷಪ್ಪ ಕೊಡೆಕರ್ ಹಾಗೂ ಅವರ ಧರ್ಮಪತ್ನಿ ಅಂಗನವಾಡಿ ಶಿಕ್ಷಕಿ ಶೋಭಾರಾಣಿ ಎನ್ನುವವರು ಉದ್ದೇಶ ಪೂರ್ವಕವಾಗಿ ತೆರವುಗೊಳಿಸಿದ್ದಾರೆ ಎಂದು ಆರೋಪಿಸಿದ ಅವರು, ಈ ಕುರಿತು ಗಾಂಧಿಗಂಜ್ ಪೊಲೀಸ್ ಠಾಣೆಗೆ ದೂರು ನೀಡಿದ್ದರೂ ಸೂಕ್ತ ಕ್ರಮ ಕೈಗೊಂಡಿಲ್ಲ ಎಂದು ಅಸಮಾಧಾನ ವ್ಯಕ್ತಪಡಿಸಿದರು. ಆಗಸ್ಟ್ 15ರಂದು ಜಿಲ್ಲಾ ಉಸ್ತುವಾರಿ ಸಚಿವ ಈಶ್ವರ ಖಂಡ್ರೆ ಅವರ ಸೂಚನೆ ಯಂತೆ ಸಮಸ್ಯೆ ಬಗೆಹರಿ ಯುವ ವರೆಗೆ ಯಾರೂ ಆ ಜಾಗಕ್ಕೆ ಹೋಗಬಾರದು ಎಂಬ ನಿರ್ದೇಶನವನ್ನು ಪಾಲಿಸಲಾಗುತ್ತಿತ್ತು. ಆದರೆ ಅದೇ ರಾತ್ರಿ ಜೋಷಪ್ಪ ಹಾಗೂ <box>851 481 998 876</box>
article4-headline-line2: ಪತ್ತೆ: ಸಾವಿಗೆ ಗೊತ್ತಾಗದ ನಿಖರ ಕಾರಣ! <box>1006 998 1331 1028</box>
sea-turtle-illustration <box>1166 1057 1476 1218</box>
article2-column-1 <box>688 278 835 963</box>
article3-column-3 <box>521 1013 668 1681</box>
article1-headline <box>209 218 662 284</box>
article2-column-4 <box>1165 478 1312 963</box>
article1-text: ಔರಾದ ವಿಧಾನಸಭಾ ಕ್ಷೇತ್ರದಲ್ಲಿ ಬಹಳಷ್ಟು ವರ್ಷ ಗಳಿಂದ ಬಳಕೆಯಲ್ಲಿರುವ ಹಳೆಯ ವಿದ್ಯುತ್ ಕಂಬಗಳು ಹಾಗೂ ತಂತಿಗಳನ್ನು ಬದಲಿಸಿ, ಹೊಸ ಕಂಬ ಮತ್ತು ತಂತಿಗಳನ್ನು ಅಳವಡಿಸುವ ಕುರಿತು ಶಾಸಕರು ಹಾಗೂ ಮಾಜಿ ಸಚಿವರಾದ ಪ್ರಭು ಬಿ.ಚವ್ಹಾಣ ಸರ್ಕಾರವನ್ನು ಒತ್ತಾಯ ಸಿದ್ದಾರೆ. ವಿಧಾನಸಭಾ ಅಧಿವೇಶನದಲ್ಲಿ ಚುಕ್ಕೆ ಗುರುತಿಲ್ಲದ ಪ್ರಶ್ನೆ ಕೇಳಿದ್ದಾರೆ. ಕ್ಷೇತ್ರದ ವಿವಿಧ ಗ್ರಾಮಗಳಲ್ಲಿ ಹಳೆಯ ಹಾಗೂ ಶಿಥಿಲಗೊಂಡಿರುವ ವಿದ್ಯುತ್ ಕಂಬಗಳು ಮತ್ತು ತಂತಿಗಳಿಂದ ಸಾರ್ವ ಜನಿಕರಿಗೆ ತೊಂದರೆ ಯಾಗುತ್ತಿದ್ದು, ಮಳೆ-ಗಾಳಿ ಸಂದರ್ಭದಲ್ಲಿ ಅಪಾಯದ ಪರಿಸ್ಥಿತಿ ನಿರ್ಮಾಣ ವಾಗುತ್ತಿದೆ. ಈ ಹಿನ್ನೆಲೆಯಲ್ಲಿ ಹಳೆಯ ವಿದ್ಯುತ್ ಮೂಲಸೌಕರ್ಯವನ್ನು ಹಂತ ಹಂತವಾಗಿ ಬದಲಿಸಿ, ಸುರಕ್ಷಿತ ಹಾಗೂ ಗುಣಮಟ್ಟದ ವಿದ್ಯುತ್ ವ್ಯವಸ್ಥೆ ಕಲ್ಪಿಸುವ ಅಗತ್ಯವನ್ನು ಶಾಸಕರು ಸರ್ಕಾರದ ಗಮನಕ್ಕೆ ತಂದಿದ್ದಾರೆ. ಶಾಸಕರ ಪ್ರಶ್ನೆಗೆ ಇಂಧನ ಸಚಿವರಾದ ಕೆ.ಜೆ. <box>209 300 355 872</box>
article2-column-2 <box>851 478 998 963</box>
article3-text: ತುಮಕೂರು: ಅನಾರೋಗ್ಯದಿಂದ ಬಳಲುತ್ತಿದ್ದ ಬಿಜೆಪಿ ಹಿರಿಯ ನಾಯಕ, ಮಾಜಿ ಪ್ರಾಥಮಿಕ ಮತ್ತು ಪ್ರೌಢಶಿಕ್ಷಣ ಸಚಿವ ಬಿ.ಸಿ.ನಾಗೇಶ್ (67) ಅವರು ಮಂಗಳವಾರ ಬೆಂಗಳೂರಿನಲ್ಲಿರುವ ತಮ್ಮ ಮಗಳ ಮನೆಯಲ್ಲಿ ನಿಧನರಾಗಿದ್ದಾರೆ. ಪತ್ನಿ, ಪುತ್ರ ಹಾಗೂ ಪುತ್ರಿಯನ್ನು ಮೃತರು ಅಗಲಿದ್ದಾರೆ. ಕಳೆದೊಂದು ವರ್ಷದಿಂದ ಬ್ರೈನ್ ಟ್ಯೂಮರ್‌ನಿಂದ ಬಳಲುತ್ತಿದ್ದ ಇವರು, ಎರಡು ಬಾರಿ ಶಸ್ತ್ರಚಿಕಿತ್ಸೆಗೆ ಒಳಗಾಗಿದ್ದರು ಎಂದು ತಿಳಿದು ಬಂದಿದೆ. ನಾಳೆ ಅಂತ್ಯಕ್ರಿಯೆ: ಮೃತರ ಪಾರ್ಥಿವ ಶರೀರವನ್ನು ಇಂದು (ಬುಧವಾರ) ಬೆಂಗಳೂರಿನ ರಾಜ್ಯ ಬಿಜೆಪಿ ಕಚೇರಿಯಲ್ಲಿ ಸಾರ್ವಜನಿಕರು ಹಾಗೂ ಪಕ್ಷದ ಮುಖಂಡರ ಅಂತಿಮ ದರ್ಶನಕ್ಕೆ ಇಡಲಾಗಿದೆ. ನಂತರ ಹುಟ್ಟೂರು ತುಮಕೂರು ಜಿಲ್ಲೆಯ ತಿಪಟೂರು ನಗರಕ್ಕೆ ಕೊಂಡೊಯ್ಯಲಾಗುತ್ತದೆ. ನಾಳೆ (ಗುರುವಾರ) ಅಂತ್ಯಕ್ರಿಯೆ ನೆರವೇರಲಿದೆ ಎಂದು ಕುಟುಂಬ ಮೂಲಗಳು ಮಾಹಿತಿ ನೀಡಿವೆ. ಜನನ, ಆರಂಭಿಕ <box>209 1015 355 1587</box>
article2-text: 80 ಅಡಿ ವಿಸ್ತೀರ್ಣದ ಜಾಗವನ್ನು ಅಧಿಕೃತವಾಗಿ ಅಂಬೇಡ್ಕರ ಸಮುದಾಯ ಭವನಕ್ಕಾಗಿ ಮೀಸಲು ಎಂದು ದಾಖಲಿಸಬೇಕು, ನೀಲಿ ಧ್ವಜ ತೆರವುಗೊಳಿಸಿದ ಆರೋಪಿ ಎದುರಿಸುತ್ತಿರುವ ಅಂಗನವಾಡಿ ಶಿಕ್ಷಕಿ ವಿರುದ್ಧ ಇಲಾಖಾ ಹಾಗೂ ಕಾನೂನು ಕ್ರಮ ಕೈಗೊಳ್ಳಬೇಕು, ಆಗಸ್ಟ್ 15ರಂದು ಧ್ವಜ ಹಾರಿಸಿದ ಘಟನೆಗೆ ಸಂಬಂಧಿಸಿದಂತೆ ತಪ್ಪಿತಸ್ಥರ ವಿರುದ್ಧ ಪ್ರಕರಣ ದಾಖಲಿಸಿ ಕಠಿಣ ಕ್ರಮ ಜರುಗಿಸಬೇಕು, ಕುಂಬರವಾಡದಲ್ಲಿ ಆಸ್ಪತ್ರೆ ನಿರ್ಮಾಣಕ್ಕೆ ಪರ್ಯಾಯ ಸರ್ಕಾರಿ ಜಾಗವನ್ನು ಗುರುತಿಸಬೇಕು, ಅಂಬೇಡ್ಕರ ಸಮುದಾಯ ಭವನ ನಿರ್ಮಾಣಕ್ಕೆ ಸಂಬಂಧಿಸಿದ ಜಾಗವನ್ನು ಶೀಘ್ರ ಮಂಜೂರು ಮಾಡಬೇಕು. ನೀಲಿ ಧ್ವಜ <box>1165 481 1312 897</box>
article3-column-4 <box>677 1013 824 1681</box>
article5-body <box>209 1727 1476 1926</box>
article2-headline: ಅಂಬೇಡ್ಕರ ಸಮುದಾಯದ ಜಾಗದಲ್ಲಿ ಕ್ರೈಸ್ತ ಧ್ವಜ ಹಾರಾಟ:ತಪ್ಪಿತಸ್ಥರ ವಿರುದ್ಧ ಕ್ರಮಕ್ಕೆ ಬೌದ್ಧ ಆಗ್ರಹ <box>692 224 1366 251</box>
article1-column-3 <box>518 298 665 963</box>
masthead-divider <box>1201 188 1203 216</box>
article1-column-1 <box>209 298 355 963</box>
article1-text: ಬಗ್ಗೆ ಸಾಕಷ್ಟು ದೂರುಗಳು ಬರುತ್ತಿವೆ. ವಿಶೇಷವಾಗಿ ಮಕ್ಕಳಿಗೆ ನೀಡಲಾಗುತ್ತಿರುವ ಬೆಲ್ಲ ಸೇರಿದಂತೆ ವಿವಿಧ ಪೌಷ್ಟಿಕ ಪದಾರ್ಥಗಳು ಸೇವಿಸಲು ಯೋಗ್ಯವಾಗಿಲ್ಲ ಎಂಬ ದೂರುಗಳ ಬಗ್ಗೆ ಶಾಸಕರು ಪ್ರಶ್ನೆ ಬಿಟ್ಟಿದ್ದಾರೆ. ವಿಧಾನಸಭಾ ಅಧಿವೇಶನದಲ್ಲಿ ಸರ್ಕಾರದ ಗಮನ ಸೆಳೆದಿದ್ದಾರೆ. ಈ ಕುರಿತು ಕೇಳಿದ ಚುಕ್ಕೆ ಗುರುತಿಲ್ಲದ ಪ್ರಶ್ನೆಗೆ ಮುಖ್ಯಮಂತ್ರಿಗಳು ಲಿಖಿತ ಉತ್ತರ ನೀಡಿ ಆಹಾರ ಸರಬರಾಜು ಕುರಿತು ಮಾಹಿತಿ ನೀಡಿದ್ದಾರೆ. ಮಕ್ಕಳ ಆರೋಗ್ಯ ಮತ್ತು ಪೌಷ್ಟಿಕತೆಯನ್ನು ಕಾಪಾಡುವ ಉದ್ದೇಶದಿಂದ ಸರ್ಕಾರ ಅಂಗನವಾಡಿಗಳ ಮೂಲಕ ಆಹಾರ ಒದಗಿಸುತ್ತಿದೆ. ಆದರೆ, ಕಳಪೆ ಗುಣಮಟ್ಟದ ಅಥವಾ ಸೇವಿಸಲು ಯೋಗ್ಯವಲ್ಲದ ಆಹಾರ ಪೂರೈಕೆ ಯಾಗುತ್ತಿರುವುದು ಗಂಭೀರ ವಿಚಾರವಾಗಿದೆ. ಇಂತಹ ಆಹಾರ ಸೇವನೆಯಿಂದ ಮಕ್ಕಳ ಆರೋಗ್ಯದ ಮೇಲೆ ದುಷ್ಪರಿಣಾಮ ಉಂಟಾಗುವ ಸಾಧ್ಯತೆಯಿದ್ದು, ಈ ಬಗ್ಗೆ ಸರ್ಕಾರ ತಕ್ಷಣವೇ ಕ್ರಮ ಕೈಗೊಳ್ಳಬೇಕು ಎಂದು ಒತ್ತಾಯಿಸಲಾಗಿದೆ ಎಂದು ಶಾಸಕರು ತಿಳಿಸಿದ್ದಾರೆ. <box>518 300 665 895</box>
article1-column-2 <box>363 298 510 963</box>
article3-column-2 <box>365 1013 512 1681</box>
turtle-photo <box>1166 1057 1476 1218</box>
masthead <box>209 187 1485 217</box>
byline: ದೂರ ದೃಷ್ಟಿ ವಾರ್ತಾ <box>209 1730 299 1746</box>
